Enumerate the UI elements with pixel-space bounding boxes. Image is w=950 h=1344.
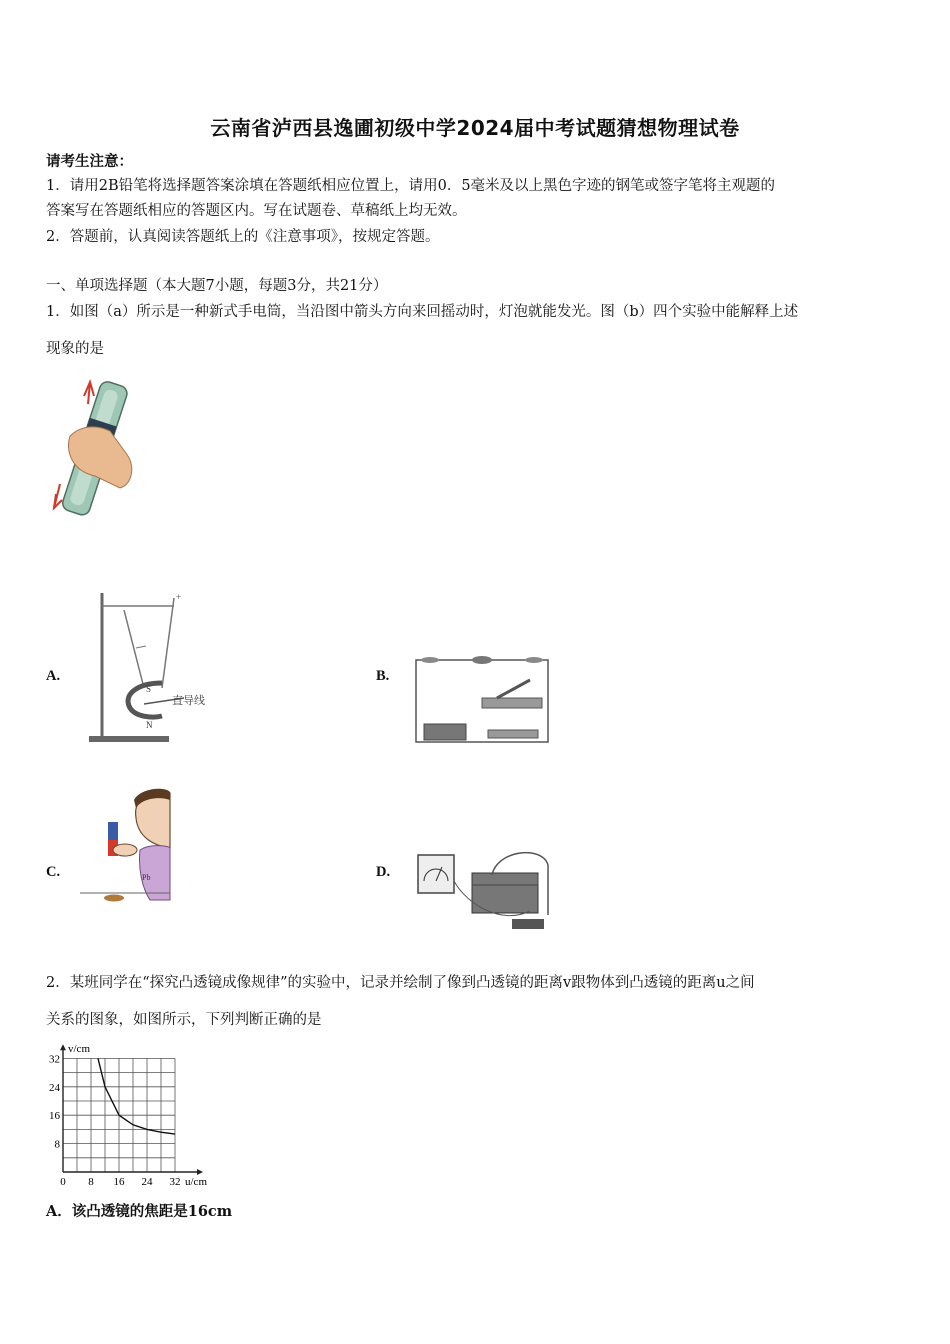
- chart-series-line: [98, 1058, 175, 1134]
- option-a-label[interactable]: A.: [46, 668, 61, 684]
- x-tick-label: 0: [60, 1176, 66, 1186]
- flashlight-figure: [40, 376, 150, 526]
- option-b-label[interactable]: B.: [376, 668, 390, 684]
- option-c-figure: [80, 788, 175, 903]
- section-1-header: 一、单项选择题（本大题7小题，每题3分，共21分）: [46, 278, 388, 294]
- notice-1-line1: 1．请用2B铅笔将选择题答案涂填在答题纸相应位置上，请用0．5毫米及以上黑色字迹的钢笔或签字笔将主观题的: [46, 178, 776, 194]
- option-c-text: Pb: [142, 873, 151, 882]
- question-2-line1: 2．某班同学在“探究凸透镜成像规律”的实验中，记录并绘制了像到凸透镜的距离v跟物体到凸透镜的距离u之间: [46, 975, 755, 991]
- option-a-figure: [84, 588, 224, 748]
- magnet-s-label: S: [146, 684, 152, 694]
- x-tick-label: 24: [141, 1176, 153, 1186]
- x-tick-label: 16: [113, 1176, 125, 1186]
- v-u-graph: [40, 1038, 220, 1186]
- magnet-n-label: N: [146, 720, 153, 730]
- option-d-figure: [412, 845, 557, 935]
- notice-1-line2: 答案写在答题纸相应的答题区内。写在试题卷、草稿纸上均无效。: [46, 203, 467, 219]
- option-d-label[interactable]: D.: [376, 864, 391, 880]
- question-1-line2: 现象的是: [46, 341, 104, 357]
- page-title: 云南省泸西县逸圃初级中学2024届中考试题猜想物理试卷: [210, 116, 740, 140]
- chart-x-label: u/cm: [185, 1176, 207, 1186]
- y-tick-label: 16: [49, 1110, 60, 1123]
- question-1-line1: 1．如图（a）所示是一种新式手电筒，当沿图中箭头方向来回摇动时，灯泡就能发光。图（b）四个实验中能解释上述: [46, 304, 799, 320]
- svg-text:+: +: [176, 592, 182, 602]
- x-axis-arrow: [197, 1169, 203, 1175]
- x-tick-label: 8: [88, 1176, 94, 1186]
- x-tick-label: 32: [169, 1176, 181, 1186]
- question-2-line2: 关系的图象，如图所示，下列判断正确的是: [46, 1012, 322, 1028]
- y-tick-label: 8: [54, 1138, 60, 1151]
- wire-label: 直导线: [172, 695, 205, 707]
- notice-2: 2．答题前，认真阅读答题纸上的《注意事项》，按规定答题。: [46, 229, 440, 245]
- option-c-label[interactable]: C.: [46, 864, 61, 880]
- chart-y-label: v/cm: [68, 1043, 90, 1056]
- y-axis-arrow: [60, 1044, 66, 1050]
- y-tick-label: 24: [49, 1081, 60, 1094]
- question-2-option-a[interactable]: A．该凸透镜的焦距是16cm: [46, 1203, 233, 1220]
- y-tick-label: 32: [49, 1053, 60, 1066]
- option-b-figure: [412, 646, 552, 746]
- notice-header: 请考生注意：: [46, 153, 133, 170]
